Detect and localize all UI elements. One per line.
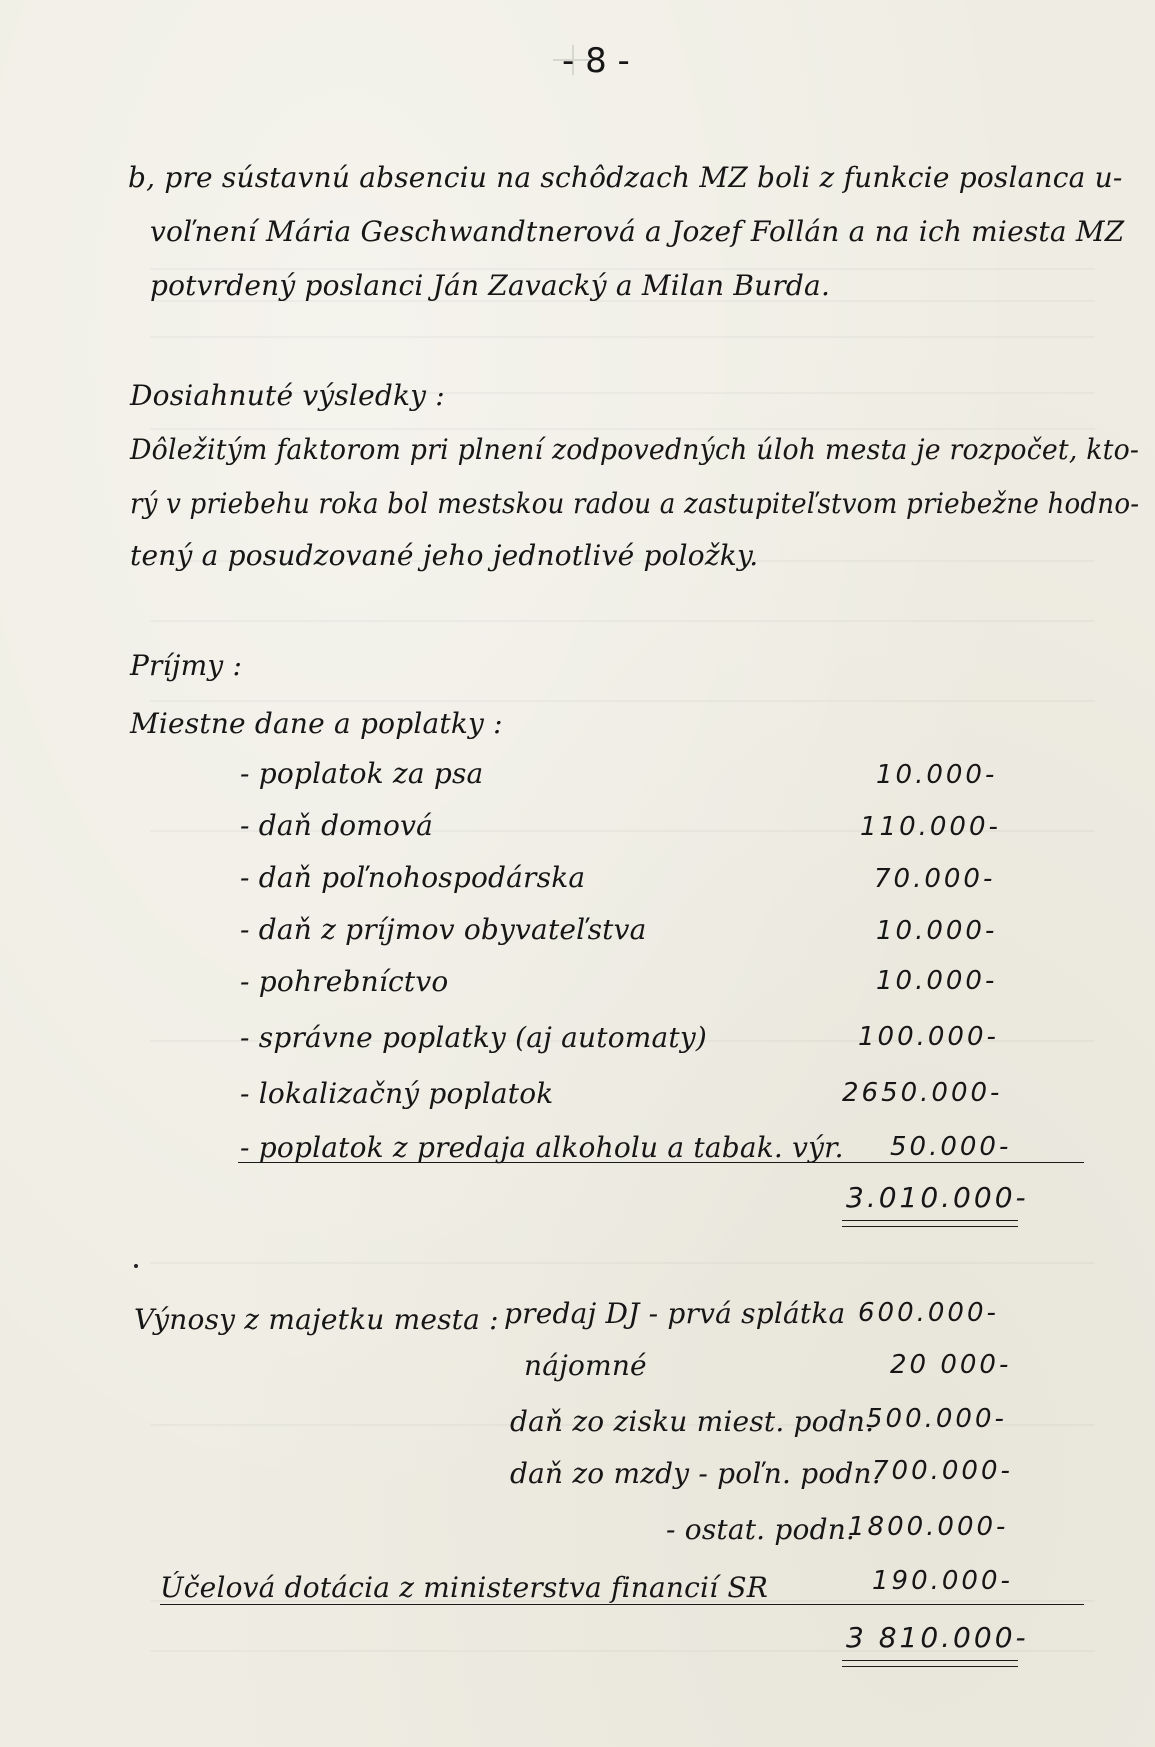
property-label: Výnosy z majetku mesta : — [134, 1303, 499, 1336]
income-item-label: - lokalizačný poplatok — [240, 1077, 554, 1110]
property-item-label: predaj DJ - prvá splátka — [504, 1297, 846, 1330]
income-item-label: - daň poľnohospodárska — [240, 861, 586, 894]
income-item-value: 70.000- — [874, 864, 996, 894]
income-item-label: - pohrebníctvo — [240, 965, 449, 998]
paragraph-b-line-1: b, pre sústavnú absenciu na schôdzach MZ boli z funkcie poslanca u- — [128, 161, 1123, 194]
property-item-label: daň zo zisku miest. podn. — [510, 1405, 875, 1438]
property-total-underline-1 — [842, 1660, 1018, 1661]
bleed-line — [150, 620, 1095, 622]
property-item-value: 20 000- — [890, 1350, 1012, 1380]
income-item-label: - daň z príjmov obyvateľstva — [240, 913, 647, 946]
income-total-underline-1 — [842, 1220, 1018, 1221]
income-underline — [238, 1162, 1084, 1163]
property-item-label: nájomné — [524, 1349, 647, 1382]
property-total: 3 810.000- — [846, 1621, 1029, 1654]
income-heading: Príjmy : — [130, 649, 243, 682]
income-item-label: - daň domová — [240, 809, 434, 842]
property-underline — [160, 1604, 1084, 1605]
income-item-label: - poplatok z predaja alkoholu a tabak. výr. — [240, 1131, 844, 1164]
property-item-label: daň zo mzdy - poľn. podn. — [510, 1457, 881, 1490]
bleed-line — [150, 1262, 1095, 1264]
results-heading: Dosiahnuté výsledky : — [130, 379, 445, 412]
income-item-value: 10.000- — [876, 916, 998, 946]
property-item-value: 500.000- — [866, 1404, 1007, 1434]
income-item-label: - poplatok za psa — [240, 757, 484, 790]
results-line-1: Dôležitým faktorom pri plnení zodpovedných úloh mesta je rozpočet, kto- — [130, 433, 1140, 466]
property-total-underline-2 — [842, 1666, 1018, 1667]
grant-value: 190.000- — [872, 1566, 1013, 1596]
results-line-3: tený a posudzované jeho jednotlivé položky. — [130, 539, 759, 572]
paragraph-b-line-2: voľnení Mária Geschwandtnerová a Jozef Follán a na ich miesta MZ — [150, 215, 1125, 248]
income-item-value: 10.000- — [876, 760, 998, 790]
bleed-line — [150, 428, 1095, 430]
income-item-value: 2650.000- — [842, 1078, 1003, 1108]
income-item-value: 10.000- — [876, 966, 998, 996]
property-item-value: 700.000- — [872, 1456, 1013, 1486]
income-total-underline-2 — [842, 1226, 1018, 1227]
income-item-value: 50.000- — [890, 1132, 1012, 1162]
property-item-label: - ostat. podn. — [666, 1513, 856, 1546]
income-item-value: 100.000- — [858, 1022, 999, 1052]
paragraph-b-line-3: potvrdený poslanci Ján Zavacký a Milan Burda. — [150, 269, 831, 302]
results-line-2: rý v priebehu roka bol mestskou radou a zastupiteľstvom priebežne hodno- — [130, 487, 1140, 520]
page-number: - 8 - — [562, 41, 630, 81]
income-subheading: Miestne dane a poplatky : — [130, 707, 503, 740]
stray-dot — [134, 1264, 138, 1268]
income-total: 3.010.000- — [846, 1181, 1029, 1214]
property-item-value: 1800.000- — [848, 1512, 1009, 1542]
bleed-line — [150, 700, 1095, 702]
income-item-label: - správne poplatky (aj automaty) — [240, 1021, 708, 1054]
property-item-value: 600.000- — [858, 1298, 999, 1328]
grant-label: Účelová dotácia z ministerstva financií SR — [160, 1571, 769, 1604]
income-item-value: 110.000- — [860, 812, 1001, 842]
bleed-line — [150, 336, 1095, 338]
